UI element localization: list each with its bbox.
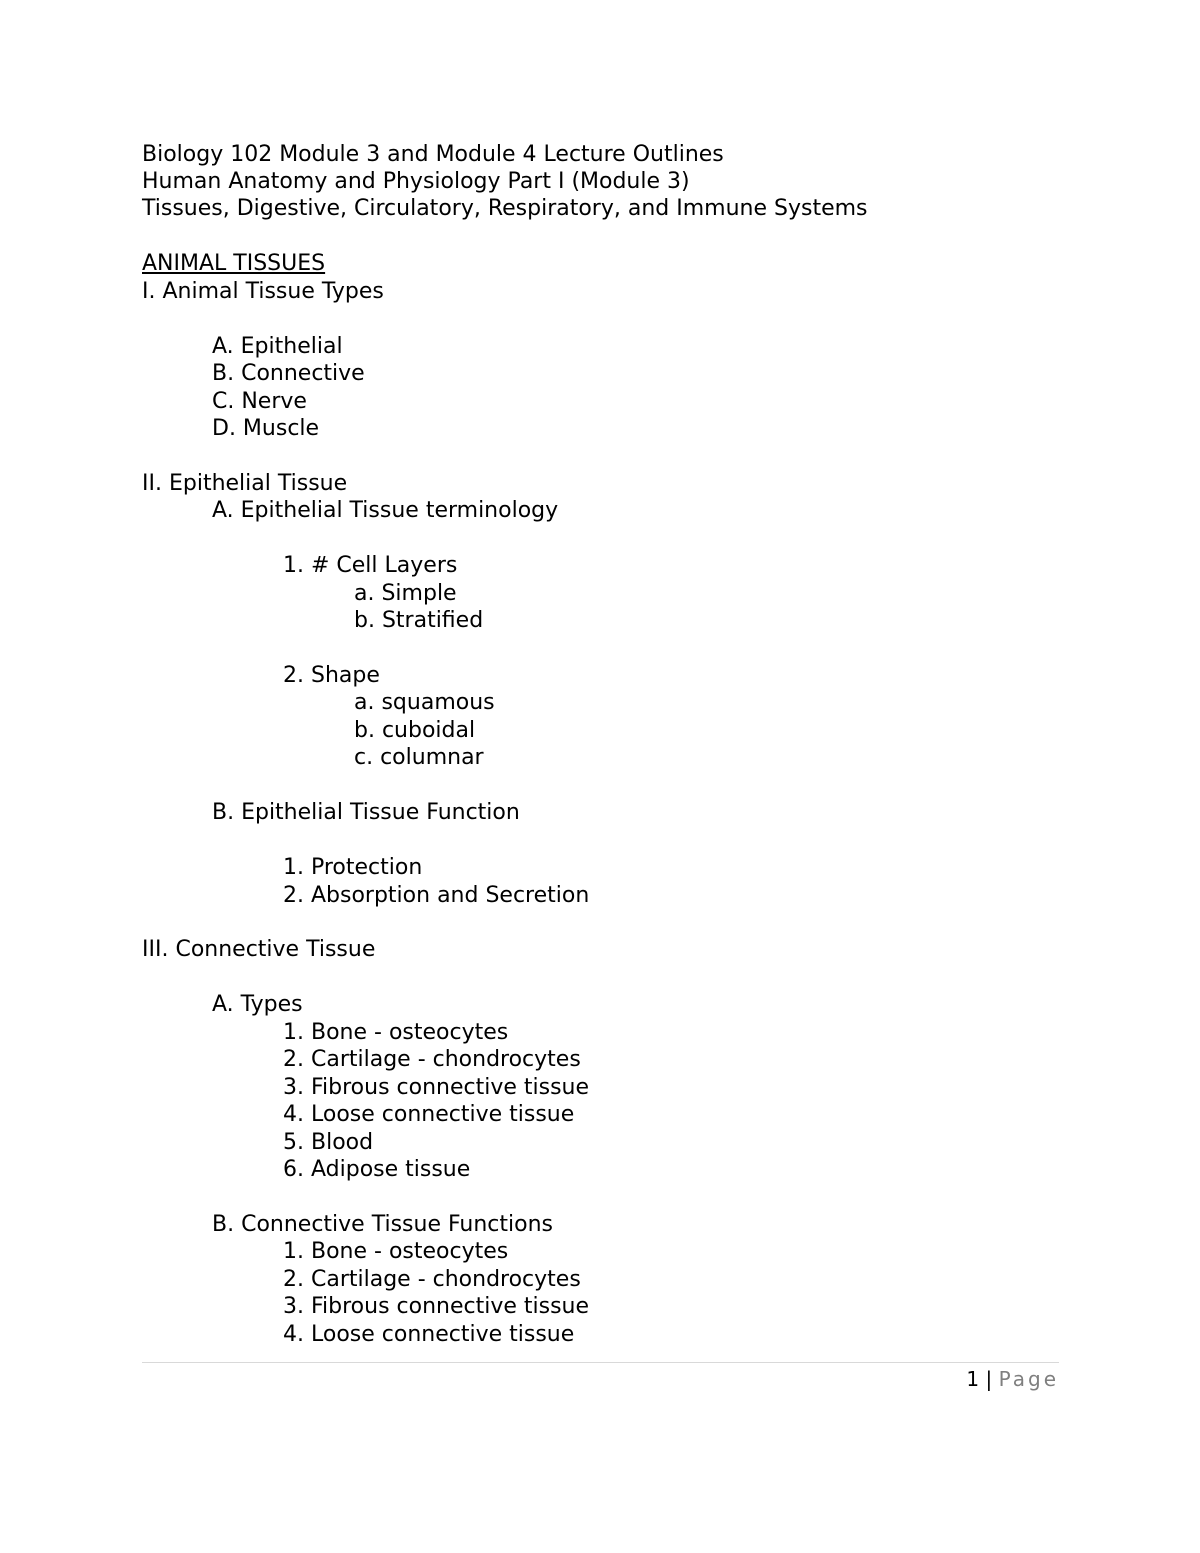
outline-item: 1. Bone - osteocytes bbox=[283, 1020, 509, 1045]
footer-divider bbox=[142, 1362, 1059, 1363]
document-title: Biology 102 Module 3 and Module 4 Lecture Outlines bbox=[142, 142, 724, 167]
outline-item: 1. Protection bbox=[283, 855, 423, 880]
outline-item: A. Epithelial bbox=[212, 334, 343, 359]
outline-item: c. columnar bbox=[354, 745, 484, 770]
outline-subheading: B. Connective Tissue Functions bbox=[212, 1212, 554, 1237]
outline-item: b. Stratified bbox=[354, 608, 484, 633]
outline-heading-2: II. Epithelial Tissue bbox=[142, 471, 348, 496]
outline-subsubheading: 1. # Cell Layers bbox=[283, 553, 458, 578]
footer-separator: | bbox=[985, 1367, 993, 1391]
outline-item: b. cuboidal bbox=[354, 718, 476, 743]
outline-item: C. Nerve bbox=[212, 389, 307, 414]
outline-item: 2. Cartilage - chondrocytes bbox=[283, 1267, 581, 1292]
section-heading: ANIMAL TISSUES bbox=[142, 251, 326, 276]
outline-item: 4. Loose connective tissue bbox=[283, 1102, 575, 1127]
page-footer bbox=[966, 1366, 1059, 1392]
outline-item: 3. Fibrous connective tissue bbox=[283, 1294, 590, 1319]
document-subtitle: Human Anatomy and Physiology Part I (Module 3) bbox=[142, 169, 690, 194]
outline-item: a. squamous bbox=[354, 690, 495, 715]
outline-item: 4. Loose connective tissue bbox=[283, 1322, 575, 1347]
outline-subheading: A. Epithelial Tissue terminology bbox=[212, 498, 559, 523]
outline-subsubheading: 2. Shape bbox=[283, 663, 380, 688]
outline-item: a. Simple bbox=[354, 581, 457, 606]
outline-item: 5. Blood bbox=[283, 1130, 374, 1155]
outline-item: 2. Absorption and Secretion bbox=[283, 883, 590, 908]
outline-heading-1: I. Animal Tissue Types bbox=[142, 279, 384, 304]
outline-subheading: B. Epithelial Tissue Function bbox=[212, 800, 520, 825]
outline-item: 6. Adipose tissue bbox=[283, 1157, 471, 1182]
outline-subheading: A. Types bbox=[212, 992, 303, 1017]
outline-item: D. Muscle bbox=[212, 416, 320, 441]
outline-item: B. Connective bbox=[212, 361, 365, 386]
page-number: 1 bbox=[966, 1367, 980, 1391]
outline-heading-3: III. Connective Tissue bbox=[142, 937, 376, 962]
document-topics: Tissues, Digestive, Circulatory, Respiratory, and Immune Systems bbox=[142, 196, 868, 221]
outline-item: 1. Bone - osteocytes bbox=[283, 1239, 509, 1264]
outline-item: 3. Fibrous connective tissue bbox=[283, 1075, 590, 1100]
outline-item: 2. Cartilage - chondrocytes bbox=[283, 1047, 581, 1072]
page-label: Page bbox=[998, 1367, 1059, 1391]
